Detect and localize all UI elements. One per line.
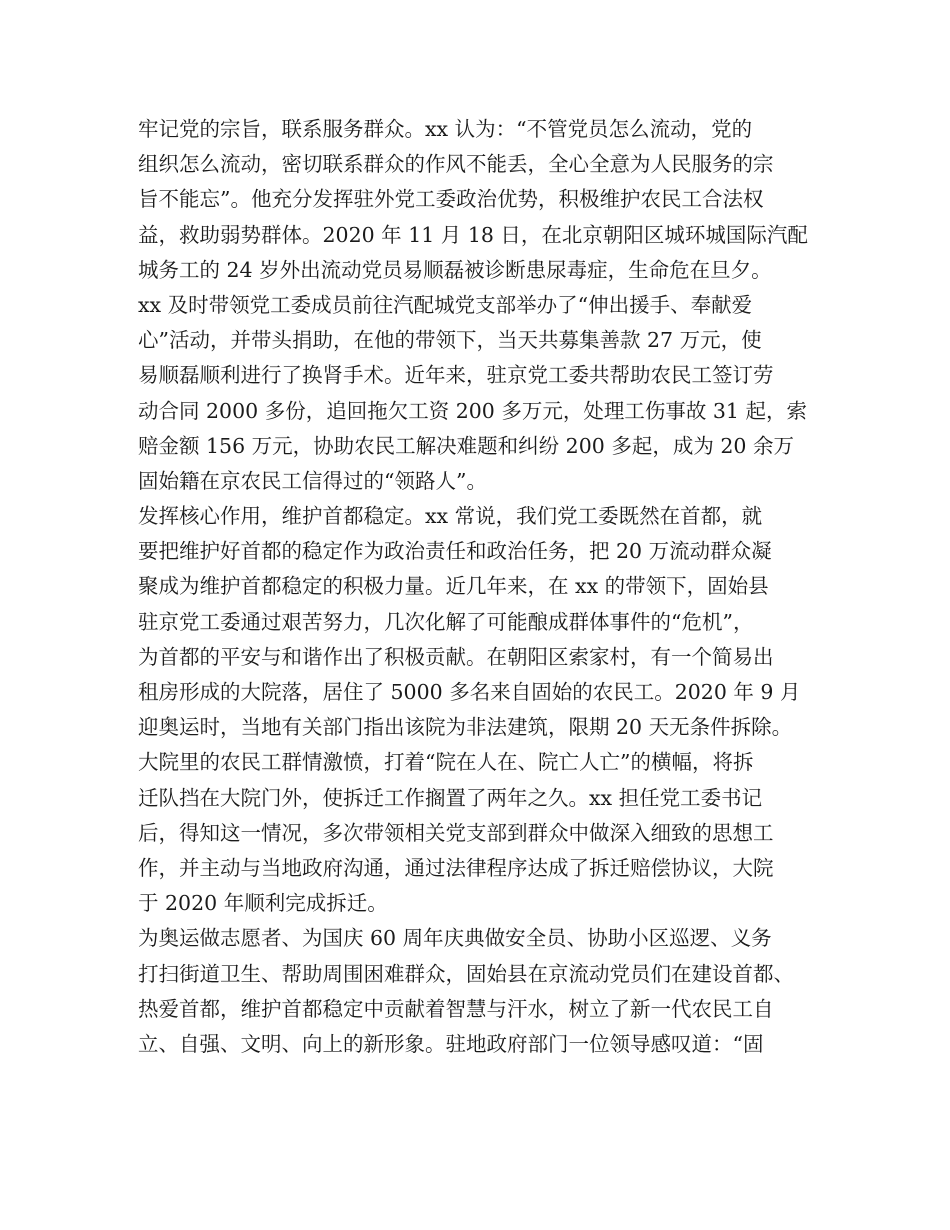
text-line: 发挥核心作用，维护首都稳定。xx 常说，我们党工委既然在首都，就 [138,504,763,529]
text-line: 赔金额 156 万元，协助农民工解决难题和纠纷 200 多起，成为 20 余万 [138,433,794,458]
text-line: 动合同 2000 多份，追回拖欠工资 200 多万元，处理工伤事故 31 起，索 [138,398,807,423]
text-line: 组织怎么流动，密切联系群众的作风不能丢，全心全意为人民服务的宗 [138,152,774,177]
text-line: 为首都的平安与和谐作出了积极贡献。在朝阳区索家村，有一个简易出 [138,644,774,669]
text-line: 固始籍在京农民工信得过的“领路人”。 [138,468,487,493]
text-line: 驻京党工委通过艰苦努力，几次化解了可能酿成群体事件的“危机”， [138,609,754,634]
text-line: 易顺磊顺利进行了换肾手术。近年来，驻京党工委共帮助农民工签订劳 [138,363,774,388]
text-line: 迎奥运时，当地有关部门指出该院为非法建筑，限期 20 天无条件拆除。 [138,715,793,740]
text-line: 城务工的 24 岁外出流动党员易顺磊被诊断患尿毒症，生命危在旦夕。 [138,257,772,282]
text-line: 热爱首都，维护首都稳定中贡献着智慧与汗水，树立了新一代农民工自 [138,996,774,1021]
text-line: 后，得知这一情况，多次带领相关党支部到群众中做深入细致的思想工 [138,820,774,845]
text-line: 旨不能忘”。他充分发挥驻外党工委政治优势，积极维护农民工合法权 [138,187,764,212]
text-line: 心”活动，并带头捐助，在他的带领下，当天共募集善款 27 万元，使 [138,328,762,353]
text-line: 立、自强、文明、向上的新形象。驻地政府部门一位领导感叹道：“固 [138,1031,764,1056]
text-line: 作，并主动与当地政府沟通，通过法律程序达成了拆迁赔偿协议，大院 [138,855,774,880]
text-line: 租房形成的大院落，居住了 5000 多名来自固始的农民工。2020 年 9 月 [138,680,801,704]
text-line: 于 2020 年顺利完成拆迁。 [138,891,388,916]
text-line: 要把维护好首都的稳定作为政治责任和政治任务，把 20 万流动群众凝 [138,539,772,564]
text-line: 大院里的农民工群情激愤，打着“院在人在、院亡人亡”的横幅，将拆 [138,750,754,775]
text-line: 迁队挡在大院门外，使拆迁工作搁置了两年之久。xx 担任党工委书记 [138,785,763,810]
text-line: 益，救助弱势群体。2020 年 11 月 18 日，在北京朝阳区城环城国际汽配 [138,222,808,247]
text-line: 为奥运做志愿者、为国庆 60 周年庆典做安全员、协助小区巡逻、义务 [138,926,772,951]
text-line: 牢记党的宗旨，联系服务群众。xx 认为：“不管党员怎么流动，党的 [138,117,753,141]
body-text [138,112,828,1062]
text-line: 打扫街道卫生、帮助周围困难群众，固始县在京流动党员们在建设首都、 [138,961,794,986]
text-line: xx 及时带领党工委成员前往汽配城党支部举办了“伸出援手、奉献爱 [138,292,753,317]
text-line: 聚成为维护首都稳定的积极力量。近几年来，在 xx 的带领下，固始县 [138,574,769,599]
